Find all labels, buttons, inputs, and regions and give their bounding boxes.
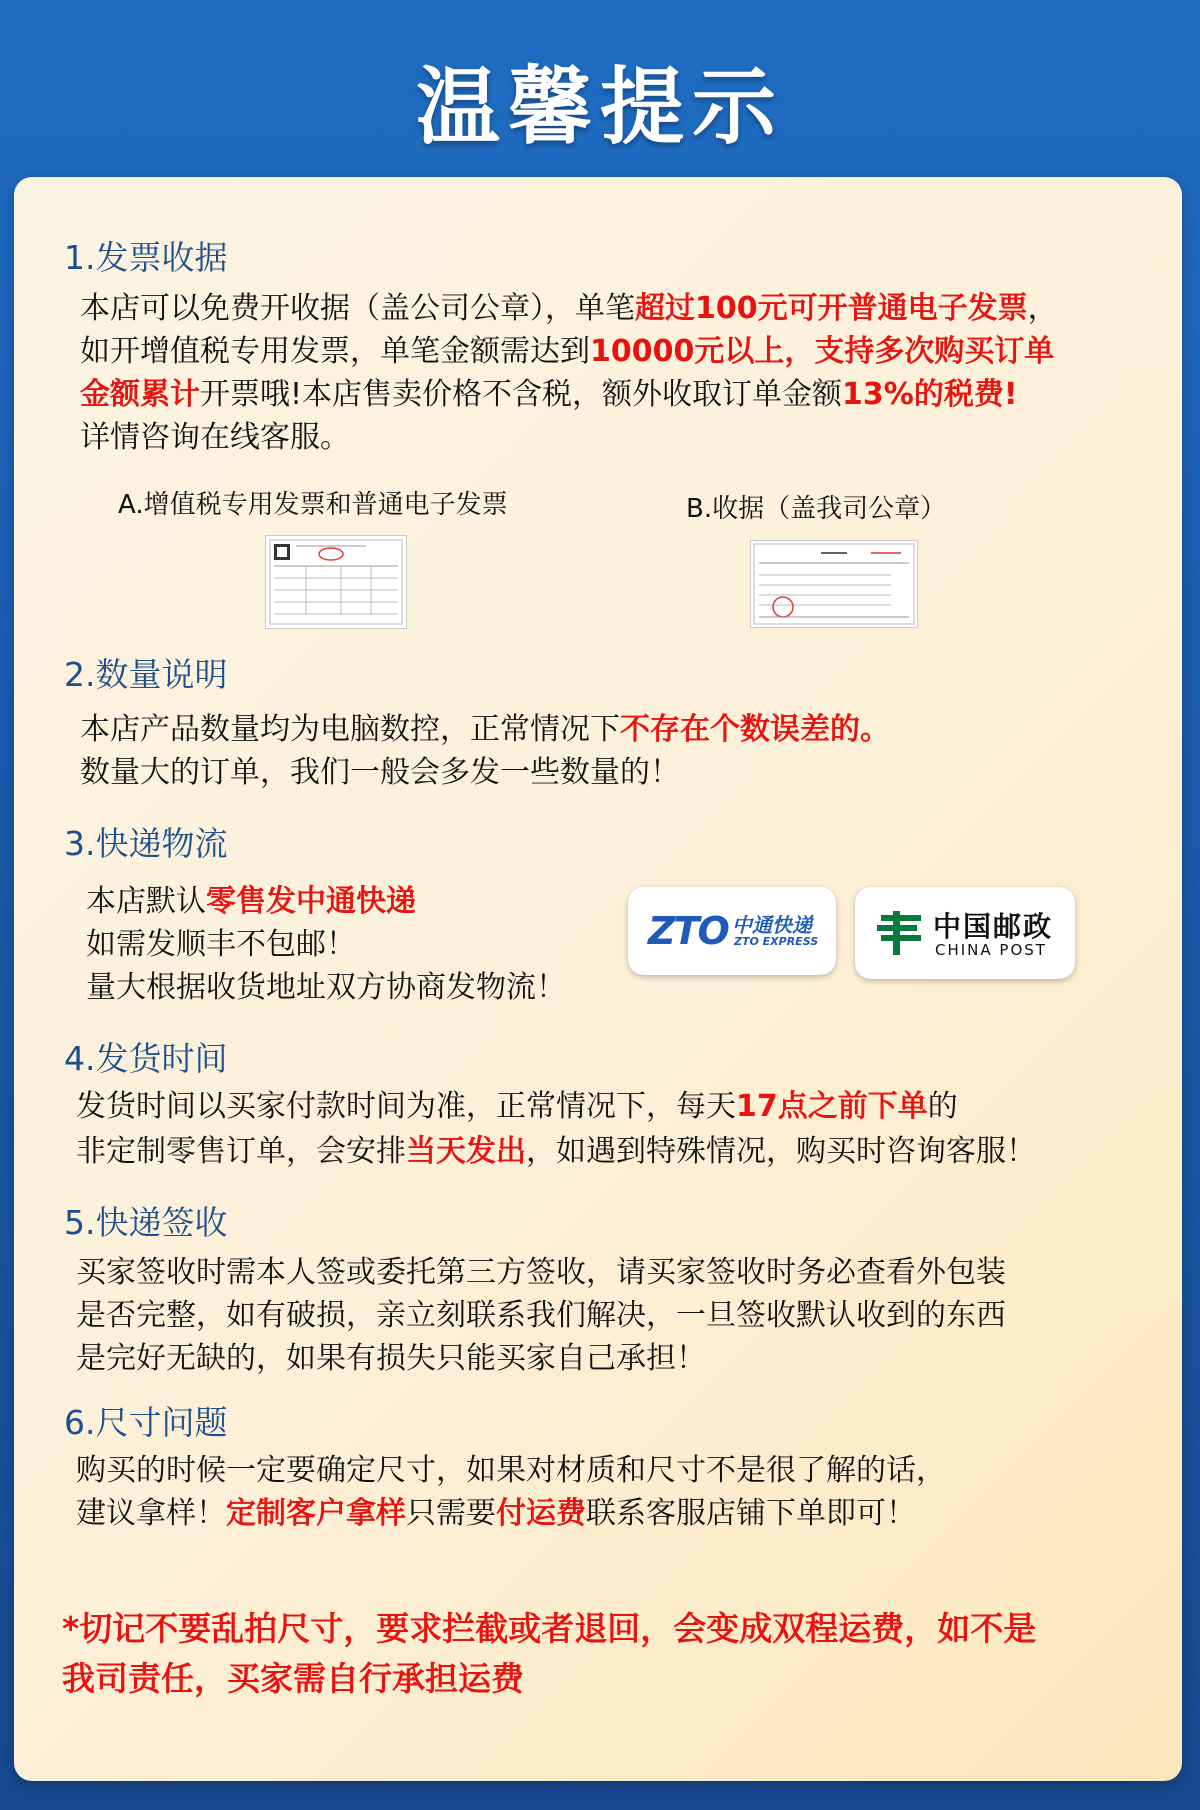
- invoice-label-a: A.增值税专用发票和普通电子发票: [118, 490, 508, 520]
- section-1-heading: 1.发票收据: [64, 238, 228, 277]
- section-6-line-1: 购买的时候一定要确定尺寸，如果对材质和尺寸不是很了解的话，: [76, 1453, 946, 1488]
- vat-invoice-image: [265, 535, 407, 629]
- china-post-name-cn: 中国邮政: [933, 910, 1054, 943]
- section-5-line-3: 是完好无缺的，如果有损失只能买家自己承担！: [76, 1341, 706, 1376]
- section-4-line-2: 非定制零售订单，会安排当天发出，如遇到特殊情况，购买时咨询客服！: [76, 1134, 1036, 1169]
- zto-express-logo: [628, 887, 836, 975]
- section-5-heading: 5.快递签收: [64, 1203, 228, 1242]
- section-1-line-4: 详情咨询在线客服。: [80, 420, 350, 455]
- warning-line-1: *切记不要乱拍尺寸，要求拦截或者退回，会变成双程运费，如不是: [62, 1609, 1037, 1648]
- section-2-heading: 2.数量说明: [64, 655, 228, 694]
- section-4-line-1: 发货时间以买家付款时间为准，正常情况下，每天17点之前下单的: [76, 1089, 958, 1124]
- zto-name-en: ZTO EXPRESS: [734, 935, 819, 948]
- section-1-line-3: 金额累计开票哦!本店售卖价格不含税，额外收取订单金额13%的税费!: [80, 377, 1018, 412]
- zto-name-cn: 中通快递: [732, 913, 812, 937]
- section-4-heading: 4.发货时间: [64, 1039, 228, 1078]
- invoice-label-b: B.收据（盖我司公章）: [686, 494, 947, 524]
- section-3-heading: 3.快递物流: [64, 824, 228, 863]
- section-6-heading: 6.尺寸问题: [64, 1403, 228, 1442]
- section-1-line-2: 如开增值税专用发票，单笔金额需达到10000元以上，支持多次购买订单: [80, 334, 1055, 369]
- section-3-line-3: 量大根据收货地址双方协商发物流！: [86, 970, 566, 1005]
- china-post-name-en: CHINA POST: [935, 941, 1047, 959]
- section-2-line-2: 数量大的订单，我们一般会多发一些数量的！: [80, 755, 680, 790]
- china-post-icon: [873, 909, 925, 957]
- section-3-line-1: 本店默认零售发中通快递: [86, 884, 416, 919]
- section-5-line-1: 买家签收时需本人签或委托第三方签收，请买家签收时务必查看外包装: [76, 1255, 1006, 1290]
- section-5-line-2: 是否完整，如有破损，亲立刻联系我们解决，一旦签收默认收到的东西: [76, 1298, 1006, 1333]
- section-3-line-2: 如需发顺丰不包邮！: [86, 927, 356, 962]
- page-title: 温馨提示: [415, 58, 784, 156]
- section-2-line-1: 本店产品数量均为电脑数控，正常情况下不存在个数误差的。: [80, 712, 890, 747]
- section-6-line-2: 建议拿样！定制客户拿样只需要付运费联系客服店铺下单即可！: [76, 1496, 916, 1531]
- zto-mark: ZTO: [648, 909, 728, 953]
- china-post-logo: [855, 887, 1075, 979]
- receipt-image: [750, 540, 918, 628]
- section-1-line-1: 本店可以免费开收据（盖公司公章），单笔超过100元可开普通电子发票，: [80, 291, 1058, 326]
- warning-line-2: 我司责任，买家需自行承担运费: [62, 1659, 524, 1698]
